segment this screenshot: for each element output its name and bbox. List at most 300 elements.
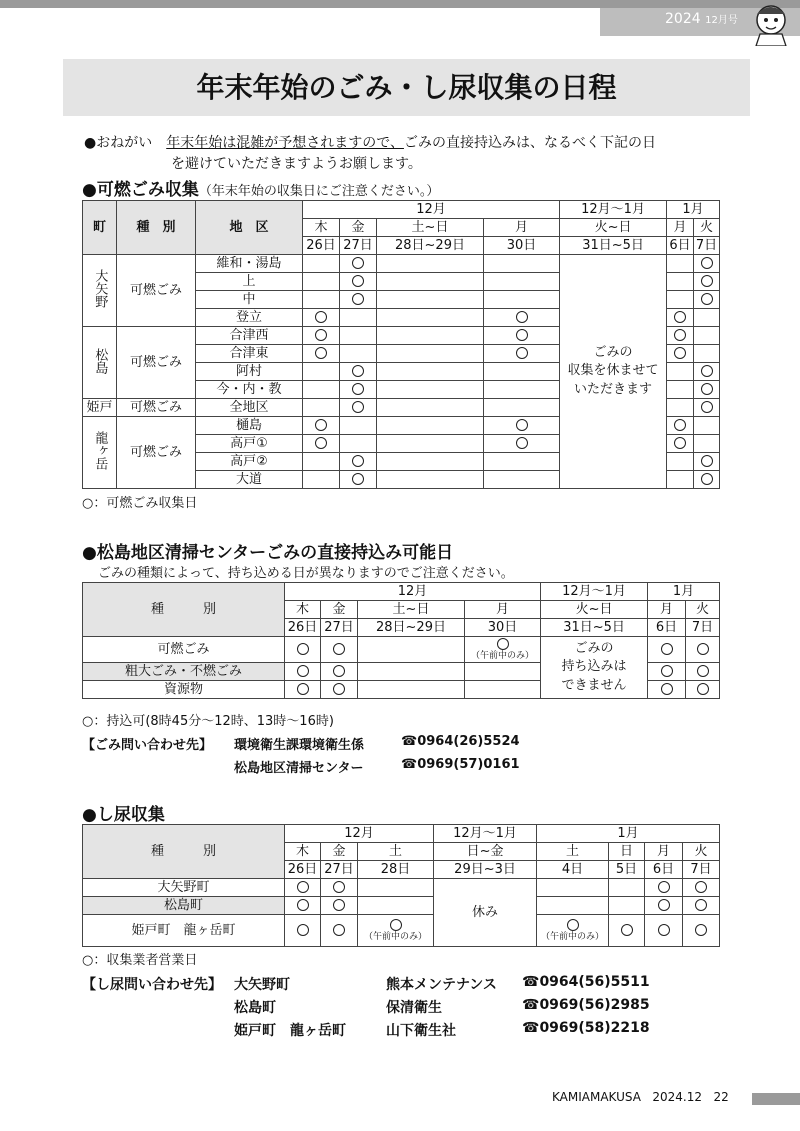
circle-icon	[695, 881, 707, 893]
circle-icon	[701, 383, 713, 395]
empty-cell	[303, 471, 340, 489]
circle-icon	[297, 924, 309, 936]
circle-mark	[694, 381, 720, 399]
empty-cell	[694, 309, 720, 327]
head-dec: 12月	[303, 201, 560, 219]
empty-cell	[303, 291, 340, 309]
circle-mark	[667, 309, 694, 327]
date-cell: 27日	[321, 619, 358, 637]
empty-cell	[377, 363, 484, 381]
circle-icon	[697, 683, 709, 695]
date-cell: 5日	[609, 861, 645, 879]
empty-cell	[303, 381, 340, 399]
table-row	[83, 879, 720, 897]
col-area: 地 区	[196, 201, 303, 255]
circle-mark	[321, 915, 358, 947]
circle-mark	[321, 879, 358, 897]
circle-mark	[683, 879, 720, 897]
empty-cell	[484, 255, 560, 273]
date-cell: 28日~29日	[377, 237, 484, 255]
empty-cell	[340, 345, 377, 363]
top-bar	[0, 0, 800, 8]
circle-icon	[661, 683, 673, 695]
empty-cell	[303, 273, 340, 291]
empty-cell	[667, 255, 694, 273]
empty-cell	[667, 399, 694, 417]
circle-mark	[340, 399, 377, 417]
circle-icon	[567, 919, 579, 931]
circle-mark	[686, 637, 720, 663]
circle-mark	[340, 471, 377, 489]
ns-contact-tel: ☎0969(56)2985	[522, 997, 650, 1013]
closed-text: できません	[561, 677, 627, 693]
empty-cell	[694, 435, 720, 453]
circle-mark	[484, 345, 560, 363]
circle-mark	[285, 637, 321, 663]
circle-icon	[661, 665, 673, 677]
burnable-legend: ○：可燃ごみ収集日	[82, 496, 198, 511]
empty-cell	[609, 897, 645, 915]
date-cell: 27日	[321, 861, 358, 879]
circle-icon	[333, 665, 345, 677]
empty-cell	[303, 363, 340, 381]
circle-icon	[674, 311, 686, 323]
date-cell: 31日~5日	[560, 237, 667, 255]
closed-text: ごみの	[574, 641, 614, 657]
ns-contact-town: 姫戸町 龍ヶ岳町	[234, 1023, 346, 1039]
area-cell: 阿村	[196, 363, 303, 381]
head-decjan: 12月～1月	[560, 201, 667, 219]
area-cell: 今・内・教	[196, 381, 303, 399]
circle-icon	[516, 437, 528, 449]
circle-icon	[697, 665, 709, 677]
circle-mark	[648, 681, 686, 699]
rest-cell: 休み	[434, 879, 537, 947]
circle-icon	[516, 311, 528, 323]
weekday-cell: 土~日	[377, 219, 484, 237]
ns-contact-company: 保清衛生	[386, 1000, 442, 1016]
weekday-cell: 土~日	[358, 601, 465, 619]
empty-cell	[694, 327, 720, 345]
empty-cell	[694, 417, 720, 435]
weekday-cell: 土	[537, 843, 609, 861]
circle-icon	[352, 455, 364, 467]
area-cell: 合津西	[196, 327, 303, 345]
circle-icon	[352, 293, 364, 305]
circle-mark	[340, 291, 377, 309]
town-label: 姫戸	[86, 399, 113, 415]
circle-mark	[694, 255, 720, 273]
empty-cell	[484, 471, 560, 489]
ns-col-type: 種 別	[83, 825, 285, 879]
weekday-cell: 月	[667, 219, 694, 237]
circle-mark	[686, 663, 720, 681]
circle-mark	[484, 435, 560, 453]
waste-type: 資源物	[83, 681, 285, 699]
empty-cell	[377, 399, 484, 417]
waste-type: 可燃ごみ	[83, 637, 285, 663]
circle-icon	[352, 473, 364, 485]
circle-icon	[516, 419, 528, 431]
circle-icon	[333, 881, 345, 893]
empty-cell	[484, 273, 560, 291]
date-cell: 26日	[285, 861, 321, 879]
circle-icon	[658, 881, 670, 893]
empty-cell	[484, 453, 560, 471]
empty-cell	[377, 381, 484, 399]
weekday-cell: 木	[285, 601, 321, 619]
empty-cell	[340, 417, 377, 435]
nightsoil-legend: ○：収集業者営業日	[82, 953, 198, 968]
section-nightsoil-title: ●し尿収集	[82, 805, 165, 825]
area-cell: 高戸①	[196, 435, 303, 453]
circle-icon	[333, 683, 345, 695]
nightsoil-table: 種 別 12月 12月～1月 1月 木 金 土 日~金 土 日 月 火 26日 27日 28日 29日~3日 4日 5日 6日 7日 大矢野町 休み 松島町 姫戸町 龍ヶ岳町 （午前中のみ） （午前中のみ）	[82, 824, 720, 947]
circle-icon	[701, 293, 713, 305]
circle-icon	[674, 419, 686, 431]
area-cell: 樋島	[196, 417, 303, 435]
center-subtitle: ごみの種類によって、持ち込める日が異なりますのでご注意ください。	[98, 566, 514, 581]
area-cell: 上	[196, 273, 303, 291]
circle-mark	[285, 915, 321, 947]
closed-text: 収集を休ませて	[567, 363, 659, 379]
empty-cell	[340, 327, 377, 345]
circle-mark	[303, 327, 340, 345]
circle-icon	[701, 455, 713, 467]
weekday-cell: 月	[648, 601, 686, 619]
circle-icon	[315, 347, 327, 359]
date-cell: 26日	[303, 237, 340, 255]
date-cell: 30日	[484, 237, 560, 255]
waste-type: 粗大ごみ・不燃ごみ	[83, 663, 285, 681]
circle-mark	[358, 915, 434, 947]
section-center-title: ●松島地区清掃センターごみの直接持込み可能日	[82, 543, 454, 563]
town-name	[83, 399, 117, 417]
circle-icon	[516, 347, 528, 359]
ns-contact-town: 松島町	[234, 1000, 276, 1016]
circle-icon	[695, 924, 707, 936]
table-row	[83, 637, 720, 663]
weekday-cell: 火	[686, 601, 720, 619]
empty-cell	[694, 345, 720, 363]
circle-mark	[667, 417, 694, 435]
empty-cell	[377, 273, 484, 291]
empty-cell	[303, 255, 340, 273]
ns-contact-company: 山下衛生社	[386, 1023, 456, 1039]
weekday-cell: 月	[645, 843, 683, 861]
footer-bar	[752, 1093, 800, 1105]
weekday-cell: 木	[285, 843, 321, 861]
circle-mark	[686, 681, 720, 699]
date-cell: 7日	[683, 861, 720, 879]
circle-mark	[340, 453, 377, 471]
circle-icon	[701, 473, 713, 485]
garbage-contact-label: 【ごみ問い合わせ先】	[82, 738, 213, 753]
empty-cell	[667, 381, 694, 399]
circle-icon	[621, 924, 633, 936]
circle-mark	[645, 915, 683, 947]
closed-text: いただきます	[574, 381, 653, 397]
date-cell: 28日	[358, 861, 434, 879]
closed-text: ごみの	[593, 345, 633, 361]
empty-cell	[377, 345, 484, 363]
circle-icon	[352, 401, 364, 413]
empty-cell	[667, 291, 694, 309]
circle-icon	[701, 365, 713, 377]
contact-tel-1: ☎0964(26)5524	[401, 734, 520, 749]
town-name	[83, 417, 117, 489]
weekday-cell: 火	[683, 843, 720, 861]
weekday-cell: 金	[321, 843, 358, 861]
circle-mark	[340, 363, 377, 381]
circle-icon	[352, 257, 364, 269]
empty-cell	[340, 309, 377, 327]
circle-mark	[667, 345, 694, 363]
circle-mark	[694, 363, 720, 381]
empty-cell	[377, 417, 484, 435]
circle-mark	[285, 897, 321, 915]
circle-icon	[658, 899, 670, 911]
circle-mark	[648, 663, 686, 681]
empty-cell	[358, 663, 465, 681]
page-title: 年末年始のごみ・し尿収集の日程	[63, 59, 750, 116]
circle-mark	[285, 879, 321, 897]
table-row	[83, 897, 720, 915]
request-text-2: を避けていただきますようお願します。	[171, 156, 422, 172]
request-text: ●おねがい 年末年始は混雑が予想されますので、ごみの直接持込みは、なるべく下記の日	[84, 135, 656, 151]
am-only-note: （午前中のみ）	[364, 931, 428, 942]
circle-mark	[537, 915, 609, 947]
table-row	[83, 915, 720, 947]
circle-mark	[667, 327, 694, 345]
circle-icon	[333, 924, 345, 936]
empty-cell	[484, 399, 560, 417]
circle-mark	[321, 897, 358, 915]
circle-icon	[658, 924, 670, 936]
circle-mark	[321, 637, 358, 663]
date-cell: 31日~5日	[541, 619, 648, 637]
type-cell: 可燃ごみ	[117, 417, 196, 489]
col-town: 町	[83, 201, 117, 255]
circle-mark	[645, 897, 683, 915]
circle-mark	[303, 345, 340, 363]
type-cell: 可燃ごみ	[117, 399, 196, 417]
empty-cell	[377, 435, 484, 453]
circle-mark	[340, 273, 377, 291]
empty-cell	[377, 327, 484, 345]
empty-cell	[667, 453, 694, 471]
circle-icon	[297, 643, 309, 655]
type-cell: 可燃ごみ	[117, 327, 196, 399]
empty-cell	[537, 897, 609, 915]
weekday-cell: 月	[484, 219, 560, 237]
circle-icon	[497, 638, 509, 650]
empty-cell	[377, 309, 484, 327]
circle-icon	[390, 919, 402, 931]
empty-cell	[377, 453, 484, 471]
date-cell: 4日	[537, 861, 609, 879]
weekday-cell: 火~日	[541, 601, 648, 619]
weekday-cell: 木	[303, 219, 340, 237]
town-name	[83, 327, 117, 399]
circle-icon	[297, 881, 309, 893]
circle-mark	[694, 471, 720, 489]
circle-mark	[648, 637, 686, 663]
town-cell: 姫戸町 龍ヶ岳町	[83, 915, 285, 947]
circle-icon	[701, 275, 713, 287]
date-cell: 7日	[686, 619, 720, 637]
empty-cell	[537, 879, 609, 897]
circle-mark	[683, 897, 720, 915]
circle-icon	[333, 643, 345, 655]
circle-icon	[701, 257, 713, 269]
date-cell: 29日~3日	[434, 861, 537, 879]
town-label: 松島	[92, 347, 108, 374]
col-type: 種 別	[117, 201, 196, 255]
circle-mark	[465, 637, 541, 663]
weekday-cell: 月	[465, 601, 541, 619]
closed-text: 持ち込みは	[561, 659, 627, 675]
circle-mark	[609, 915, 645, 947]
circle-icon	[701, 401, 713, 413]
empty-cell	[340, 435, 377, 453]
circle-mark	[694, 399, 720, 417]
weekday-cell: 金	[340, 219, 377, 237]
date-cell: 7日	[694, 237, 720, 255]
contact-name-1: 環境衛生課環境衛生係	[234, 738, 365, 753]
table-row	[83, 255, 720, 273]
circle-icon	[297, 665, 309, 677]
circle-icon	[352, 383, 364, 395]
empty-cell	[465, 681, 541, 699]
circle-icon	[697, 643, 709, 655]
circle-mark	[484, 309, 560, 327]
circle-icon	[674, 329, 686, 341]
empty-cell	[667, 471, 694, 489]
circle-icon	[674, 437, 686, 449]
closed-cell	[560, 255, 667, 489]
circle-icon	[352, 275, 364, 287]
circle-mark	[321, 663, 358, 681]
burnable-schedule-table	[82, 200, 720, 489]
contact-name-2: 松島地区清掃センター	[234, 761, 364, 776]
empty-cell	[484, 363, 560, 381]
circle-mark	[683, 915, 720, 947]
empty-cell	[303, 453, 340, 471]
town-name	[83, 255, 117, 327]
center-col-type: 種 別	[83, 583, 285, 637]
circle-mark	[645, 879, 683, 897]
circle-mark	[303, 309, 340, 327]
ns-contact-company: 熊本メンテナンス	[386, 977, 497, 993]
circle-mark	[694, 291, 720, 309]
mascot-icon	[748, 2, 794, 46]
section-burnable-title: ●可燃ごみ収集（年末年始の収集日にご注意ください。）	[82, 180, 440, 200]
issue-label: 2024 12月号	[665, 11, 738, 27]
area-cell: 全地区	[196, 399, 303, 417]
circle-mark	[285, 681, 321, 699]
town-label: 龍ヶ岳	[92, 431, 108, 471]
circle-icon	[315, 419, 327, 431]
circle-mark	[667, 435, 694, 453]
circle-icon	[674, 347, 686, 359]
circle-mark	[303, 435, 340, 453]
empty-cell	[377, 255, 484, 273]
circle-mark	[340, 381, 377, 399]
weekday-cell: 金	[321, 601, 358, 619]
circle-mark	[321, 681, 358, 699]
head-jan: 1月	[667, 201, 720, 219]
type-cell: 可燃ごみ	[117, 255, 196, 327]
area-cell: 大道	[196, 471, 303, 489]
ns-contact-tel: ☎0969(58)2218	[522, 1020, 650, 1036]
circle-icon	[297, 899, 309, 911]
ns-contact-town: 大矢野町	[234, 977, 290, 993]
weekday-cell: 火	[694, 219, 720, 237]
empty-cell	[609, 879, 645, 897]
empty-cell	[484, 381, 560, 399]
date-cell: 6日	[645, 861, 683, 879]
area-cell: 合津東	[196, 345, 303, 363]
town-cell: 大矢野町	[83, 879, 285, 897]
weekday-cell: 火~日	[560, 219, 667, 237]
empty-cell	[667, 273, 694, 291]
weekday-cell: 日	[609, 843, 645, 861]
empty-cell	[377, 291, 484, 309]
circle-icon	[352, 365, 364, 377]
circle-icon	[333, 899, 345, 911]
date-cell: 28日~29日	[358, 619, 465, 637]
contact-tel-2: ☎0969(57)0161	[401, 757, 520, 772]
circle-mark	[484, 417, 560, 435]
circle-mark	[694, 453, 720, 471]
circle-icon	[297, 683, 309, 695]
date-cell: 27日	[340, 237, 377, 255]
center-table: 種 別 12月 12月～1月 1月 木 金 土~日 月 火~日 月 火 26日 27日 28日~29日 30日 31日~5日 6日 7日 可燃ごみ （午前中のみ） ごみの 持ち込みは できません 粗大ごみ・不燃ごみ 資源物	[82, 582, 720, 699]
circle-mark	[484, 327, 560, 345]
circle-icon	[661, 643, 673, 655]
circle-mark	[694, 273, 720, 291]
am-only-note: （午前中のみ）	[471, 650, 535, 661]
center-legend: ○：持込可(8時45分～12時、13時～16時)	[82, 714, 334, 729]
weekday-cell: 日~金	[434, 843, 537, 861]
circle-mark	[340, 255, 377, 273]
circle-icon	[315, 311, 327, 323]
date-cell: 6日	[667, 237, 694, 255]
date-cell: 26日	[285, 619, 321, 637]
town-cell: 松島町	[83, 897, 285, 915]
empty-cell	[484, 291, 560, 309]
nightsoil-contact-label: 【し尿問い合わせ先】	[82, 977, 222, 993]
empty-cell	[377, 471, 484, 489]
date-cell: 30日	[465, 619, 541, 637]
circle-mark	[303, 417, 340, 435]
empty-cell	[358, 897, 434, 915]
empty-cell	[667, 363, 694, 381]
circle-icon	[315, 329, 327, 341]
footer: KAMIAMAKUSA 2024.12 22	[552, 1090, 729, 1104]
empty-cell	[303, 399, 340, 417]
area-cell: 高戸②	[196, 453, 303, 471]
empty-cell	[358, 637, 465, 663]
closed-cell	[541, 637, 648, 699]
date-cell: 6日	[648, 619, 686, 637]
ns-contact-tel: ☎0964(56)5511	[522, 974, 650, 990]
empty-cell	[358, 879, 434, 897]
area-cell: 登立	[196, 309, 303, 327]
area-cell: 維和・湯島	[196, 255, 303, 273]
circle-icon	[695, 899, 707, 911]
